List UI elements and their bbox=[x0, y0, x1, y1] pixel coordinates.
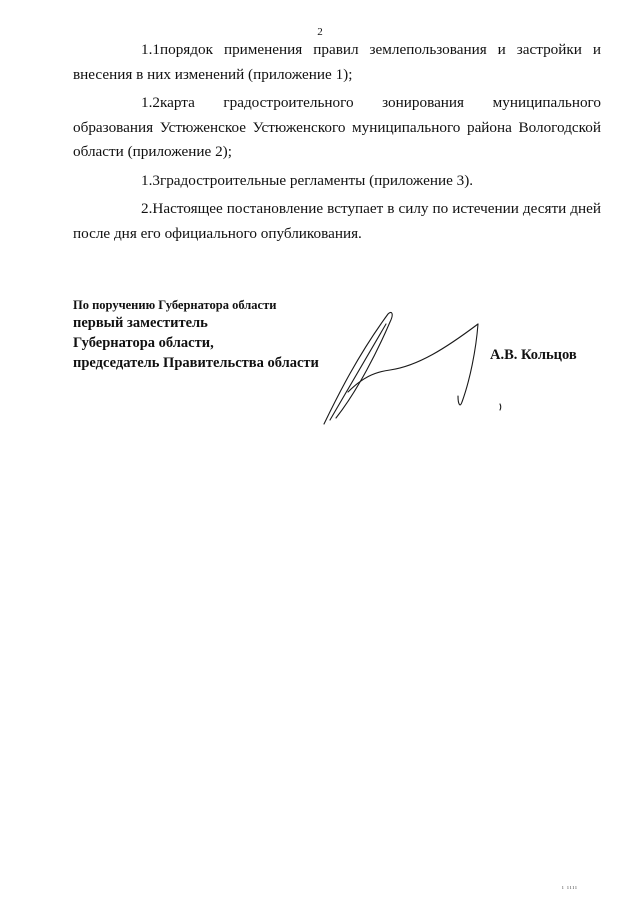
signature-position-line: Губернатора области, bbox=[73, 335, 214, 351]
paragraph-text: Настоящее постановление вступает в силу по истечении десяти дней после дня его официального опубликования. bbox=[73, 200, 601, 242]
signer-name: А.В. Кольцов bbox=[490, 347, 577, 363]
paragraph-number: 1.3 bbox=[141, 171, 160, 189]
paragraph-1-2 bbox=[73, 91, 601, 165]
footer-mark: ı ıııı bbox=[562, 885, 578, 891]
document-body bbox=[73, 38, 601, 250]
paragraph-number: 2. bbox=[141, 200, 153, 217]
signature-authority-line: По поручению Губернатора области bbox=[73, 298, 277, 312]
signature-position-line: председатель Правительства области bbox=[73, 355, 319, 371]
handwritten-signature bbox=[318, 300, 508, 432]
signature-title-block bbox=[73, 297, 319, 373]
paragraph-text: карта градостроительного зонирования муниципального образования Устюженское Устюженского муниципального района Вологодской области (приложение 2); bbox=[73, 94, 601, 160]
paragraph-number: 1.2 bbox=[141, 94, 160, 111]
signature-position-line: первый заместитель bbox=[73, 315, 208, 331]
paragraph-1-1 bbox=[73, 38, 601, 87]
paragraph-text: порядок применения правил землепользования и застройки и внесения в них изменений (приложение 1); bbox=[73, 41, 601, 83]
paragraph-1-3 bbox=[73, 169, 601, 194]
paragraph-2 bbox=[73, 197, 601, 246]
page-number: 2 bbox=[317, 26, 323, 38]
paragraph-text: градостроительные регламенты (приложение 3). bbox=[159, 171, 474, 189]
paragraph-number: 1.1 bbox=[141, 41, 160, 58]
